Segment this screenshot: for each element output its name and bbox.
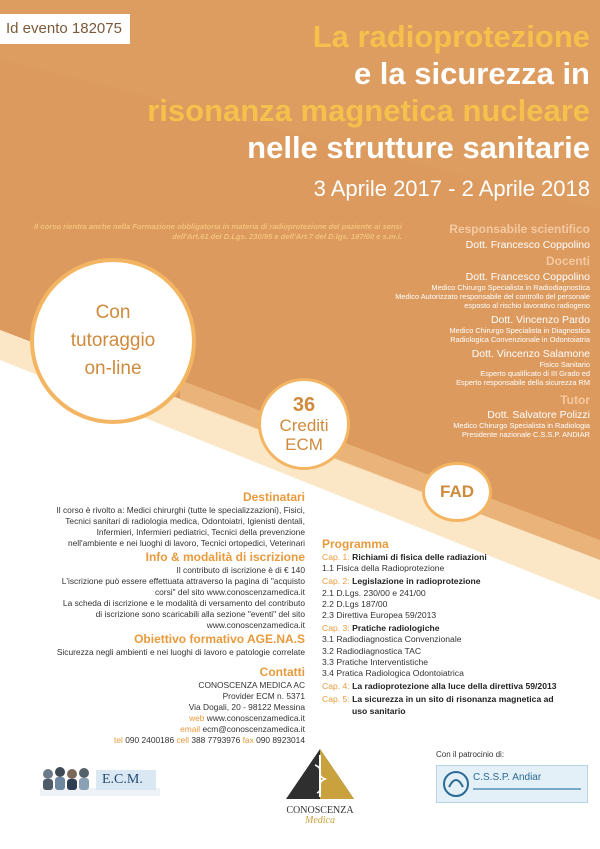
course-dates: 3 Aprile 2017 - 2 Aprile 2018 — [313, 176, 590, 201]
cssp-logo-line — [473, 788, 581, 790]
docente-name: Dott. Vincenzo Pardo — [490, 314, 590, 326]
contatti-phones — [5, 735, 305, 746]
email-link[interactable]: ecm@conoscenzamedica.it — [202, 724, 305, 734]
cssp-logo-text: C.S.S.P. Andiar — [473, 772, 542, 783]
circle-line: tutoraggio — [70, 330, 156, 351]
docente-role: Medico Autorizzato responsabile del controllo del personale — [395, 292, 590, 301]
contatti-section — [5, 665, 305, 746]
cap-4 — [322, 681, 592, 692]
fax-label: fax — [242, 735, 254, 745]
tutor-heading: Tutor — [560, 393, 590, 407]
ecm-logo — [40, 762, 160, 796]
docente-3 — [290, 348, 590, 387]
web-link[interactable]: www.conoscenzamedica.it — [206, 713, 305, 723]
contatti-org: CONOSCENZA MEDICA AC — [198, 680, 305, 690]
mandatory-training-note: Il corso rientra anche nella Formazione obbligatoria in materia di radioprotezione del paziente ai sensi dell'Art.61 del D.Lgs. 230/95 e dell'Art.7 del D.lgs. 187/00 e s.m.i. — [34, 222, 402, 241]
docenti-heading: Docenti — [545, 254, 590, 268]
cap-sub: 3.4 Pratica Radiologica Odontoiatrica — [322, 668, 464, 679]
cap-label: Cap. 3: — [322, 623, 350, 634]
cap-sub: 2.2 D.Lgs 187/00 — [322, 598, 388, 609]
info-text: L'iscrizione può essere effettuata attraverso la pagina di "acquisto — [61, 576, 305, 586]
cssp-andiar-logo — [436, 765, 588, 803]
circle-line: on-line — [84, 358, 142, 379]
programma-section — [322, 537, 592, 717]
cap-3 — [322, 623, 592, 634]
patrocinio-label: Con il patrocinio di: — [436, 750, 505, 759]
contatti-provider: Provider ECM n. 5371 — [222, 691, 305, 701]
tutor-name: Dott. Salvatore Polizzi — [487, 409, 590, 421]
info-text: La scheda di iscrizione e le modalità di versamento del contributo — [62, 598, 305, 608]
docente-role: Esperto responsabile della sicurezza RM — [456, 378, 590, 387]
cap-5 — [322, 694, 592, 705]
circle-line: Con — [95, 302, 131, 323]
destinatari-text: Infermieri, Infermieri pediatrici, Tecnici della prevenzione — [96, 527, 305, 537]
destinatari-text: nell'ambiente e nei luoghi di lavoro, Tecnici ortopedici, Veterinari — [67, 538, 305, 548]
cap-label: Cap. 5: — [322, 694, 350, 705]
event-id-badge: Id evento 182075 — [0, 14, 130, 44]
course-title — [130, 18, 590, 166]
title-line-2: e la sicurezza in — [353, 56, 590, 91]
andiar-emblem-icon — [441, 767, 471, 801]
cap-1 — [322, 552, 592, 563]
responsabile-name: Dott. Francesco Coppolino — [465, 239, 590, 251]
docente-role: Medico Chirurgo Specialista in Radiodiagnostica — [431, 283, 590, 292]
responsabile-section — [290, 222, 590, 251]
cap-sub: 2.3 Direttiva Europea 59/2013 — [322, 610, 437, 621]
docente-1 — [290, 271, 590, 310]
cap-title: La sicurezza in un sito di risonanza magnetica ad — [352, 694, 554, 705]
obiettivo-heading: Obiettivo formativo AGE.NA.S — [134, 632, 305, 646]
docente-role: Medico Chirurgo Specialista in Diagnostica — [449, 326, 590, 335]
cap-title: La radioprotezione alla luce della direttiva 59/2013 — [352, 681, 557, 692]
title-line-4: nelle strutture sanitarie — [247, 130, 590, 165]
destinatari-text: Il corso è rivolto a: Medici chirurghi (tutte le specializzazioni), Fisici, — [56, 505, 305, 515]
docente-role: Esperto qualificato di III Grado ed — [480, 369, 590, 378]
cap-sub: 1.1 Fisica della Radioprotezione — [322, 563, 445, 574]
cap-label: Cap. 2: — [322, 576, 350, 587]
cap-sub: 2.1 D.Lgs. 230/00 e 241/00 — [322, 587, 426, 598]
contatti-address: Via Dogali, 20 - 98122 Messina — [188, 702, 305, 712]
cap-sub: 3.1 Radiodiagnostica Convenzionale — [322, 634, 462, 645]
info-text: Il contributo di iscrizione è di € 140 — [176, 565, 305, 575]
fax-value: 090 8923014 — [256, 735, 305, 745]
cap-2 — [322, 576, 592, 587]
info-text: di iscrizione sono scaricabili alla sezione "eventi" del sito — [95, 609, 305, 619]
docente-2 — [290, 314, 590, 344]
cm-logo-subtext: Medica — [305, 815, 335, 826]
email-label: email — [180, 724, 201, 734]
credits-label: ECM — [285, 435, 323, 454]
cell-value: 388 7793976 — [191, 735, 241, 745]
cm-logo-text: CONOSCENZA — [286, 805, 354, 816]
title-line-1: La radioprotezione — [312, 19, 590, 54]
online-tutoring-circle — [30, 258, 196, 424]
ecm-credits-circle — [258, 378, 350, 470]
contatti-email — [5, 724, 305, 735]
responsabile-heading: Responsabile scientifico — [449, 222, 590, 236]
docente-name: Dott. Vincenzo Salamone — [471, 348, 590, 360]
tutor-role: Medico Chirurgo Specialista in Radiologia — [453, 421, 590, 430]
docenti-section — [290, 254, 590, 387]
cap-label: Cap. 1: — [322, 552, 350, 562]
cap-title: Legislazione in radioprotezione — [352, 576, 481, 587]
triangle-caduceus-icon — [282, 745, 358, 801]
cap-title: Pratiche radiologiche — [352, 623, 440, 634]
conoscenza-medica-logo — [282, 745, 358, 826]
cap-sub: 3.3 Pratiche Interventistiche — [322, 656, 429, 667]
cap-title-cont: uso sanitario — [352, 705, 406, 716]
web-label: web — [189, 713, 205, 723]
programma-heading: Programma — [322, 537, 389, 551]
docente-role: esposto al rischio lavorativo radiogeno — [464, 301, 590, 310]
credits-label: Crediti — [279, 416, 329, 435]
title-line-3: risonanza magnetica nucleare — [147, 93, 590, 128]
cell-label: cell — [176, 735, 190, 745]
info-text: corsi" del sito www.conoscenzamedica.it — [154, 587, 305, 597]
docente-role: Radiologica Convenzionale in Odontoiatria — [450, 335, 590, 344]
tel-value: 090 2400186 — [125, 735, 175, 745]
info-section — [5, 550, 305, 631]
destinatari-heading: Destinatari — [242, 490, 305, 504]
obiettivo-section — [5, 632, 305, 658]
obiettivo-text: Sicurezza negli ambienti e nei luoghi di lavoro e patologie correlate — [56, 647, 305, 657]
destinatari-text: Tecnici sanitari di radiologia medica, Odontoiatri, Igienisti dentali, — [65, 516, 305, 526]
tel-label: tel — [114, 735, 123, 745]
docente-name: Dott. Francesco Coppolino — [465, 271, 590, 283]
cap-title: Richiami di fisica delle radiazioni — [352, 552, 487, 562]
cap-sub: 3.2 Radiodiagnostica TAC — [322, 645, 422, 656]
info-heading: Info & modalità di iscrizione — [145, 550, 305, 564]
cap-label: Cap. 4: — [322, 681, 350, 692]
destinatari-section — [5, 490, 305, 549]
ecm-logo-text: E.C.M. — [102, 772, 143, 787]
contatti-heading: Contatti — [259, 665, 305, 679]
tutor-role: Presidente nazionale C.S.S.P. ANDIAR — [461, 430, 590, 439]
contatti-web — [5, 713, 305, 724]
info-text: www.conoscenzamedica.it — [206, 620, 305, 630]
fad-badge: FAD — [422, 462, 492, 522]
credits-number: 36 — [292, 394, 316, 416]
docente-role: Fisico Sanitario — [539, 360, 590, 369]
